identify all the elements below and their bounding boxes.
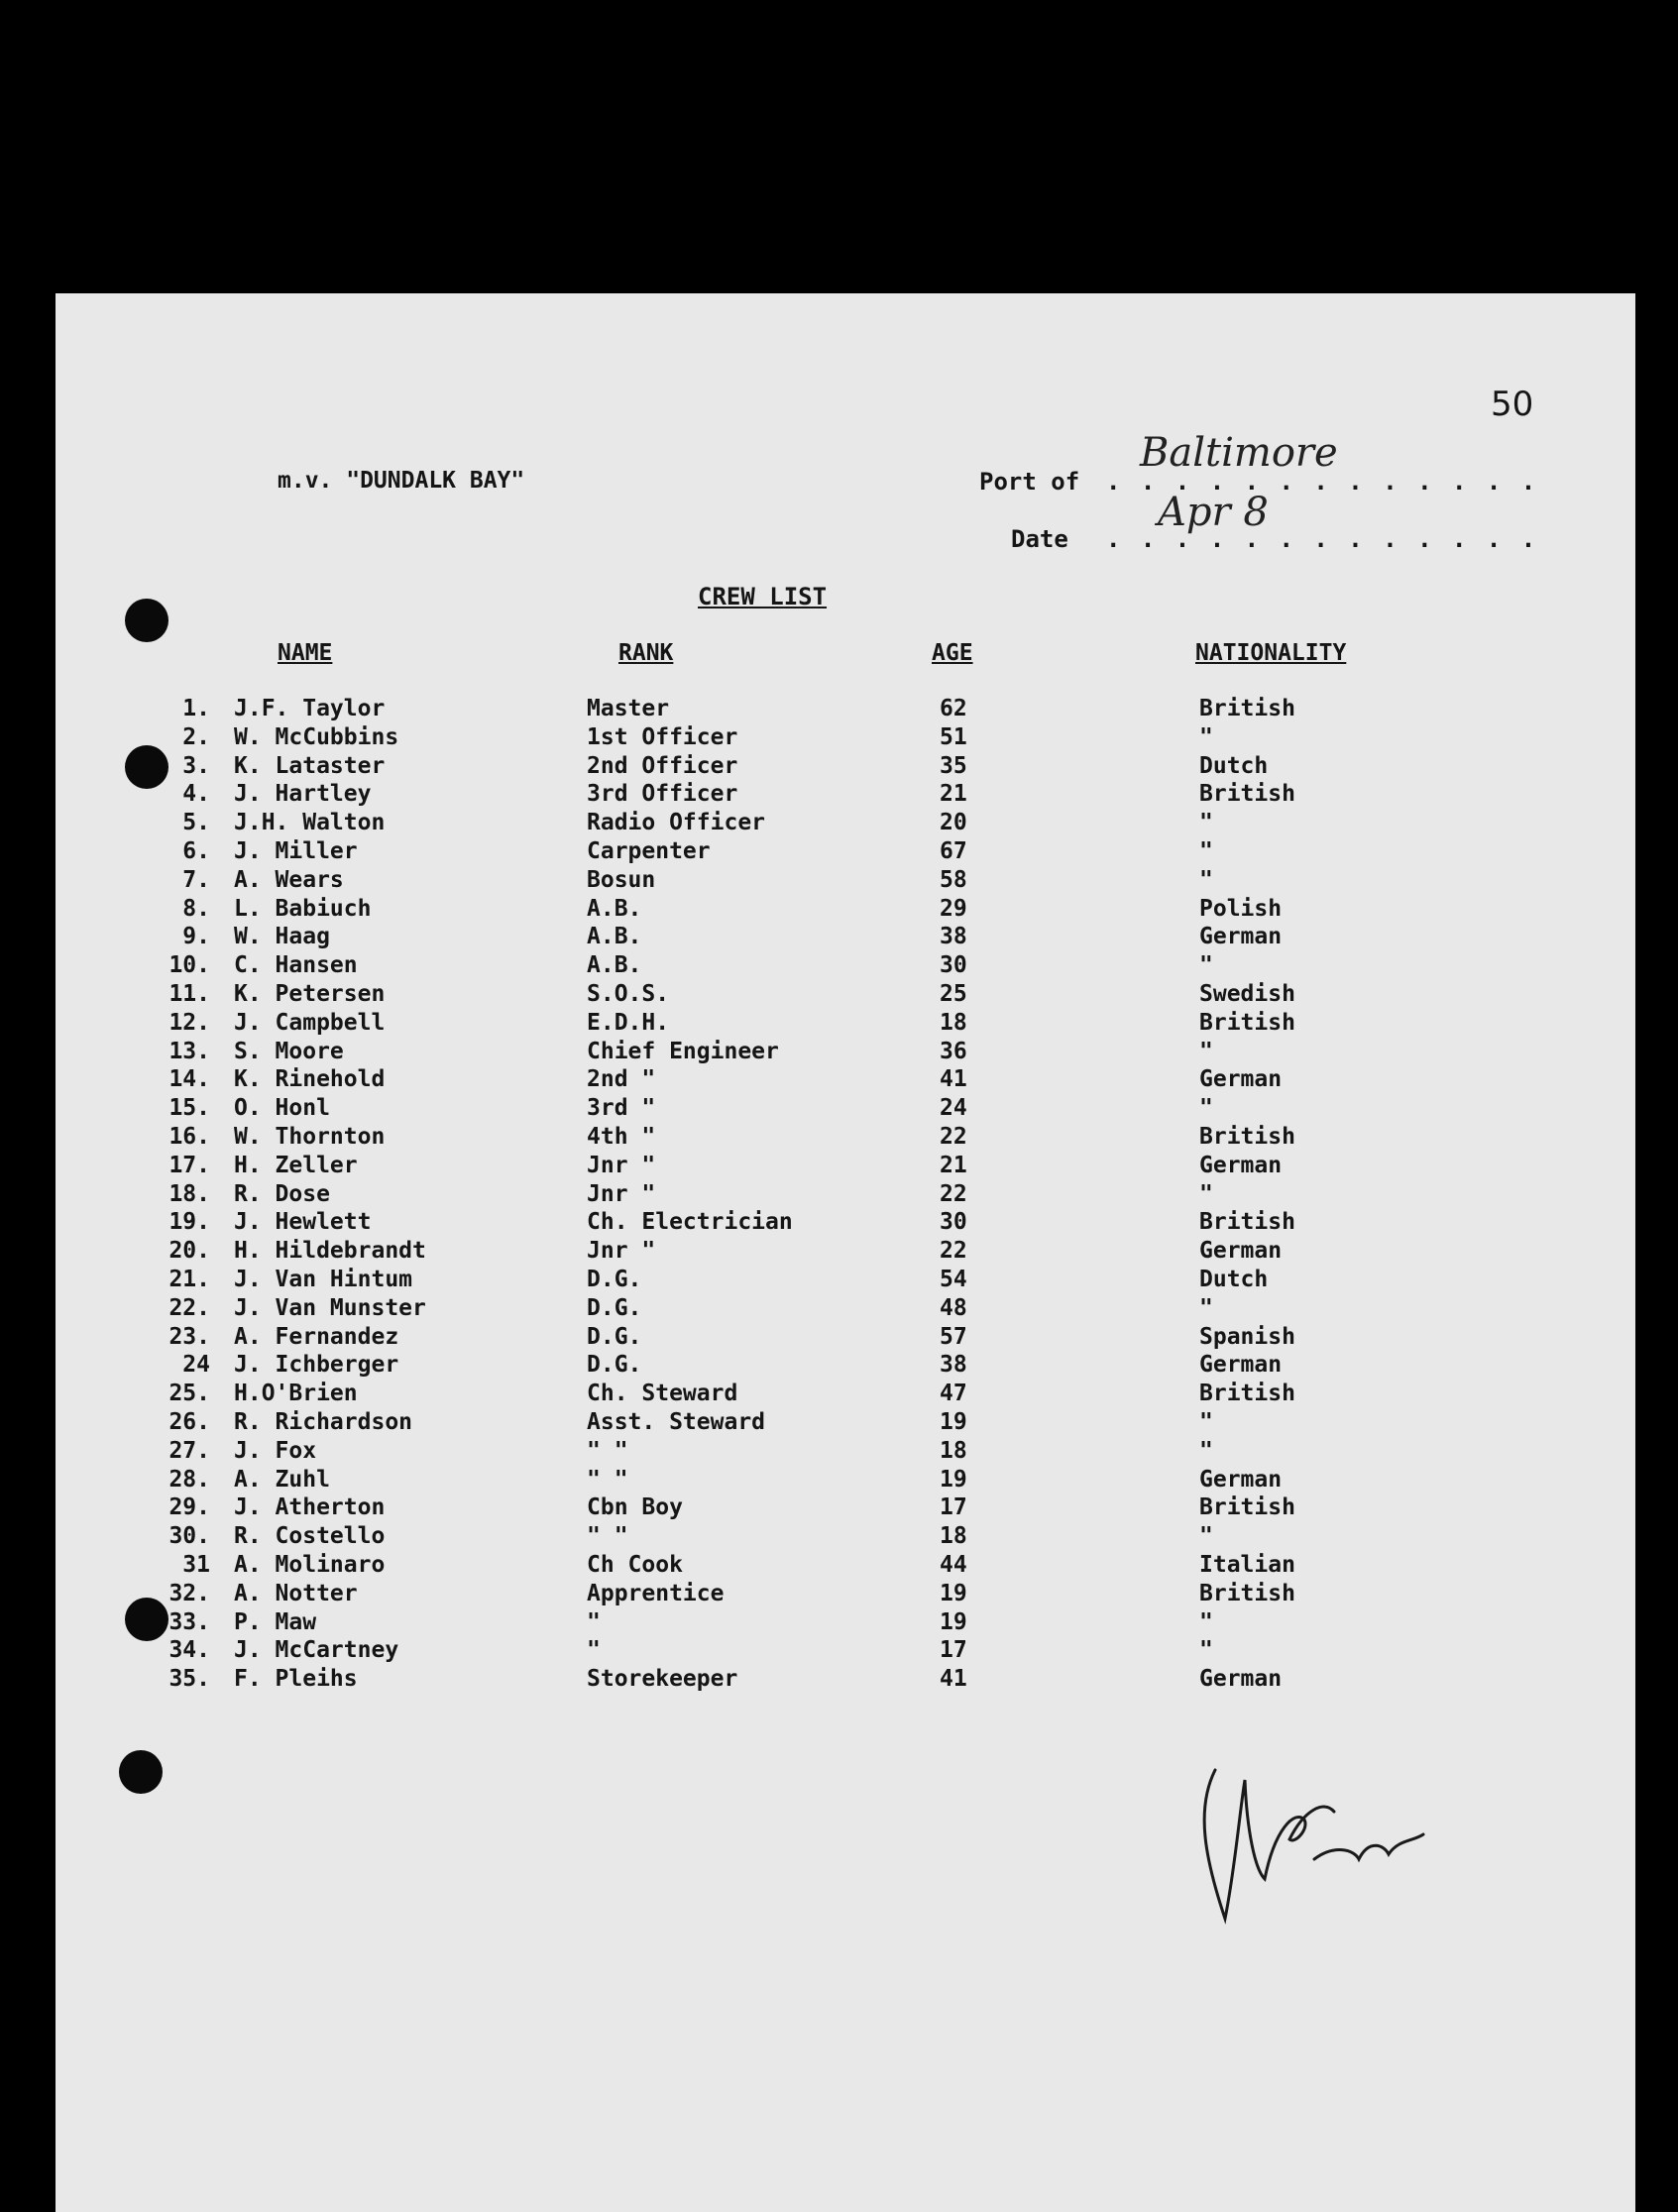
crew-rank: " " — [587, 1466, 628, 1493]
crew-name: W. Thornton — [234, 1123, 386, 1150]
crew-nationality: German — [1199, 1466, 1283, 1493]
header-rank: RANK — [618, 640, 674, 666]
row-number: 27. — [168, 1437, 210, 1464]
table-row — [56, 696, 1635, 724]
crew-age: 17 — [940, 1637, 967, 1664]
crew-age: 29 — [940, 895, 967, 922]
row-number: 19. — [168, 1209, 210, 1236]
crew-rank: D.G. — [587, 1266, 642, 1292]
row-number: 12. — [168, 1009, 210, 1036]
crew-age: 19 — [940, 1580, 967, 1606]
crew-name: J. Hartley — [234, 781, 372, 808]
table-row — [56, 1153, 1635, 1181]
row-number: 15. — [168, 1095, 210, 1122]
row-number: 1. — [182, 696, 210, 721]
table-row — [56, 1438, 1635, 1467]
table-row — [56, 1267, 1635, 1295]
table-row — [56, 1066, 1635, 1095]
crew-nationality: " — [1199, 1095, 1213, 1122]
crew-nationality: " — [1199, 1294, 1213, 1321]
crew-rank: Bosun — [587, 866, 656, 893]
crew-nationality: " — [1199, 866, 1213, 893]
table-row — [56, 952, 1635, 981]
crew-name: A. Wears — [234, 866, 344, 893]
crew-age: 38 — [940, 924, 967, 950]
crew-name: A. Zuhl — [234, 1466, 330, 1493]
crew-age: 22 — [940, 1238, 967, 1265]
crew-age: 51 — [940, 723, 967, 750]
crew-age: 19 — [940, 1408, 967, 1435]
crew-nationality: German — [1199, 1238, 1283, 1265]
crew-rank: Jnr " — [587, 1152, 656, 1178]
crew-rank: 3rd Officer — [587, 781, 738, 808]
crew-name: W. McCubbins — [234, 723, 399, 750]
row-number: 28. — [168, 1466, 210, 1493]
crew-age: 19 — [940, 1608, 967, 1635]
crew-nationality: " — [1199, 810, 1213, 836]
crew-name: J. Van Hintum — [234, 1266, 413, 1292]
crew-age: 30 — [940, 1209, 967, 1236]
crew-age: 19 — [940, 1466, 967, 1493]
row-number: 6. — [182, 837, 210, 864]
crew-age: 44 — [940, 1551, 967, 1578]
crew-nationality: Polish — [1199, 895, 1283, 922]
date-value: Apr 8 — [1158, 490, 1269, 535]
crew-name: K. Rinehold — [234, 1066, 386, 1093]
table-row — [56, 1467, 1635, 1495]
table-row — [56, 1381, 1635, 1409]
crew-rank: Ch. Steward — [587, 1381, 738, 1407]
crew-nationality: German — [1199, 1066, 1283, 1093]
crew-nationality: Swedish — [1199, 980, 1295, 1007]
crew-age: 36 — [940, 1038, 967, 1064]
crew-nationality: German — [1199, 1666, 1283, 1693]
crew-name: W. Haag — [234, 924, 330, 950]
crew-rank: 2nd " — [587, 1066, 656, 1093]
header-nationality: NATIONALITY — [1195, 640, 1347, 666]
punch-hole — [125, 599, 168, 642]
crew-age: 62 — [940, 696, 967, 721]
crew-nationality: British — [1199, 696, 1295, 721]
punch-hole — [119, 1750, 163, 1794]
crew-rank: D.G. — [587, 1294, 642, 1321]
row-number: 7. — [182, 866, 210, 893]
crew-age: 21 — [940, 781, 967, 808]
crew-rank: Asst. Steward — [587, 1408, 766, 1435]
crew-name: J. Hewlett — [234, 1209, 372, 1236]
crew-rank: E.D.H. — [587, 1009, 670, 1036]
crew-age: 22 — [940, 1180, 967, 1207]
crew-nationality: German — [1199, 1352, 1283, 1379]
table-row — [56, 896, 1635, 925]
row-number: 23. — [168, 1323, 210, 1350]
crew-nationality: " — [1199, 1608, 1213, 1635]
crew-age: 54 — [940, 1266, 967, 1292]
row-number: 18. — [168, 1180, 210, 1207]
table-row — [56, 1095, 1635, 1124]
crew-nationality: British — [1199, 781, 1295, 808]
crew-nationality: Dutch — [1199, 1266, 1269, 1292]
crew-name: J.F. Taylor — [234, 696, 386, 721]
row-number: 17. — [168, 1152, 210, 1178]
crew-rank: Storekeeper — [587, 1666, 738, 1693]
crew-age: 47 — [940, 1381, 967, 1407]
punch-hole — [125, 745, 168, 789]
crew-nationality: " — [1199, 1180, 1213, 1207]
document-page — [56, 293, 1635, 2212]
crew-name: A. Notter — [234, 1580, 358, 1606]
crew-nationality: German — [1199, 1152, 1283, 1178]
crew-rank: 4th " — [587, 1123, 656, 1150]
crew-nationality: " — [1199, 952, 1213, 979]
crew-age: 41 — [940, 1066, 967, 1093]
row-number: 20. — [168, 1238, 210, 1265]
row-number: 29. — [168, 1494, 210, 1521]
table-row — [56, 1523, 1635, 1552]
row-number: 32. — [168, 1580, 210, 1606]
port-value: Baltimore — [1140, 430, 1338, 476]
header-age: AGE — [932, 640, 973, 666]
table-row — [56, 1637, 1635, 1666]
crew-rank: Ch. Electrician — [587, 1209, 793, 1236]
crew-name: A. Molinaro — [234, 1551, 386, 1578]
crew-name: O. Honl — [234, 1095, 330, 1122]
row-number: 9. — [182, 924, 210, 950]
row-number: 5. — [182, 810, 210, 836]
row-number: 2. — [182, 723, 210, 750]
table-row — [56, 1352, 1635, 1381]
crew-rank: 2nd Officer — [587, 752, 738, 779]
page-number: 50 — [1491, 385, 1534, 424]
table-row — [56, 1609, 1635, 1638]
crew-rank: D.G. — [587, 1323, 642, 1350]
crew-name: R. Costello — [234, 1523, 386, 1550]
crew-name: F. Pleihs — [234, 1666, 358, 1693]
row-number: 35. — [168, 1666, 210, 1693]
table-row — [56, 1494, 1635, 1523]
crew-rank: A.B. — [587, 895, 642, 922]
crew-nationality: British — [1199, 1381, 1295, 1407]
crew-list-title: CREW LIST — [698, 583, 828, 610]
crew-nationality: " — [1199, 837, 1213, 864]
crew-name: J. Campbell — [234, 1009, 386, 1036]
table-row — [56, 1238, 1635, 1267]
row-number: 33. — [168, 1608, 210, 1635]
row-number: 3. — [182, 752, 210, 779]
crew-nationality: British — [1199, 1209, 1295, 1236]
crew-rank: 3rd " — [587, 1095, 656, 1122]
row-number: 31 — [182, 1551, 210, 1578]
crew-nationality: British — [1199, 1580, 1295, 1606]
row-number: 26. — [168, 1408, 210, 1435]
crew-name: K. Petersen — [234, 980, 386, 1007]
crew-age: 18 — [940, 1523, 967, 1550]
crew-name: P. Maw — [234, 1608, 317, 1635]
crew-rank: A.B. — [587, 924, 642, 950]
crew-name: H. Hildebrandt — [234, 1238, 426, 1265]
crew-rank: Jnr " — [587, 1238, 656, 1265]
crew-table — [56, 696, 1635, 1695]
row-number: 22. — [168, 1294, 210, 1321]
crew-name: J.H. Walton — [234, 810, 386, 836]
table-row — [56, 838, 1635, 867]
crew-name: J. Van Munster — [234, 1294, 426, 1321]
table-row — [56, 1209, 1635, 1238]
crew-age: 22 — [940, 1123, 967, 1150]
crew-name: J. Fox — [234, 1437, 317, 1464]
crew-rank: Chief Engineer — [587, 1038, 779, 1064]
crew-rank: A.B. — [587, 952, 642, 979]
table-row — [56, 810, 1635, 838]
crew-age: 24 — [940, 1095, 967, 1122]
crew-rank: 1st Officer — [587, 723, 738, 750]
crew-age: 38 — [940, 1352, 967, 1379]
crew-rank: Jnr " — [587, 1180, 656, 1207]
table-row — [56, 867, 1635, 896]
table-row — [56, 1295, 1635, 1324]
row-number: 11. — [168, 980, 210, 1007]
crew-rank: Ch Cook — [587, 1551, 683, 1578]
crew-rank: D.G. — [587, 1352, 642, 1379]
crew-name: H.O'Brien — [234, 1381, 358, 1407]
row-number: 13. — [168, 1038, 210, 1064]
row-number: 21. — [168, 1266, 210, 1292]
row-number: 24 — [182, 1352, 210, 1379]
crew-rank: " — [587, 1608, 601, 1635]
crew-nationality: " — [1199, 1437, 1213, 1464]
crew-nationality: " — [1199, 1408, 1213, 1435]
crew-rank: Apprentice — [587, 1580, 725, 1606]
crew-age: 17 — [940, 1494, 967, 1521]
crew-rank: Master — [587, 696, 670, 721]
row-number: 14. — [168, 1066, 210, 1093]
crew-name: J. McCartney — [234, 1637, 399, 1664]
table-row — [56, 781, 1635, 810]
table-row — [56, 1181, 1635, 1210]
date-dots: . . . . . . . . . . . . . — [1106, 525, 1539, 553]
crew-rank: Radio Officer — [587, 810, 766, 836]
crew-name: R. Dose — [234, 1180, 330, 1207]
table-row — [56, 1552, 1635, 1581]
header-name: NAME — [278, 640, 333, 666]
crew-nationality: " — [1199, 1523, 1213, 1550]
crew-nationality: British — [1199, 1494, 1295, 1521]
crew-nationality: British — [1199, 1123, 1295, 1150]
crew-rank: S.O.S. — [587, 980, 670, 1007]
crew-name: A. Fernandez — [234, 1323, 399, 1350]
row-number: 25. — [168, 1381, 210, 1407]
crew-nationality: " — [1199, 1637, 1213, 1664]
crew-age: 35 — [940, 752, 967, 779]
table-row — [56, 1581, 1635, 1609]
crew-age: 18 — [940, 1437, 967, 1464]
crew-age: 67 — [940, 837, 967, 864]
row-number: 8. — [182, 895, 210, 922]
table-row — [56, 1010, 1635, 1039]
crew-name: K. Lataster — [234, 752, 386, 779]
row-number: 30. — [168, 1523, 210, 1550]
crew-nationality: German — [1199, 924, 1283, 950]
crew-name: C. Hansen — [234, 952, 358, 979]
master-signature — [1185, 1750, 1483, 1948]
crew-age: 58 — [940, 866, 967, 893]
vessel-name: m.v. "DUNDALK BAY" — [278, 468, 525, 494]
port-label: Port of — [979, 468, 1080, 496]
crew-age: 20 — [940, 810, 967, 836]
punch-hole — [125, 1598, 168, 1641]
row-number: 34. — [168, 1637, 210, 1664]
table-row — [56, 981, 1635, 1010]
port-dots: . . . . . . . . . . . . . — [1106, 468, 1539, 496]
table-row — [56, 1039, 1635, 1067]
table-row — [56, 753, 1635, 782]
crew-age: 41 — [940, 1666, 967, 1693]
crew-name: S. Moore — [234, 1038, 344, 1064]
table-row — [56, 1324, 1635, 1353]
row-number: 16. — [168, 1123, 210, 1150]
table-row — [56, 724, 1635, 753]
crew-rank: " " — [587, 1523, 628, 1550]
table-row — [56, 1409, 1635, 1438]
crew-age: 21 — [940, 1152, 967, 1178]
crew-age: 48 — [940, 1294, 967, 1321]
crew-nationality: Italian — [1199, 1551, 1295, 1578]
crew-rank: " " — [587, 1437, 628, 1464]
crew-age: 57 — [940, 1323, 967, 1350]
table-row — [56, 924, 1635, 952]
crew-age: 18 — [940, 1009, 967, 1036]
crew-nationality: " — [1199, 723, 1213, 750]
crew-nationality: Dutch — [1199, 752, 1269, 779]
crew-age: 25 — [940, 980, 967, 1007]
crew-name: J. Miller — [234, 837, 358, 864]
row-number: 4. — [182, 781, 210, 808]
crew-nationality: British — [1199, 1009, 1295, 1036]
crew-name: J. Atherton — [234, 1494, 386, 1521]
table-row — [56, 1124, 1635, 1153]
date-label: Date — [1011, 525, 1068, 553]
crew-name: J. Ichberger — [234, 1352, 399, 1379]
table-row — [56, 1666, 1635, 1695]
crew-rank: " — [587, 1637, 601, 1664]
crew-age: 30 — [940, 952, 967, 979]
row-number: 10. — [168, 952, 210, 979]
crew-name: R. Richardson — [234, 1408, 413, 1435]
crew-name: H. Zeller — [234, 1152, 358, 1178]
crew-nationality: Spanish — [1199, 1323, 1295, 1350]
crew-name: L. Babiuch — [234, 895, 372, 922]
crew-nationality: " — [1199, 1038, 1213, 1064]
crew-rank: Carpenter — [587, 837, 711, 864]
crew-rank: Cbn Boy — [587, 1494, 683, 1521]
